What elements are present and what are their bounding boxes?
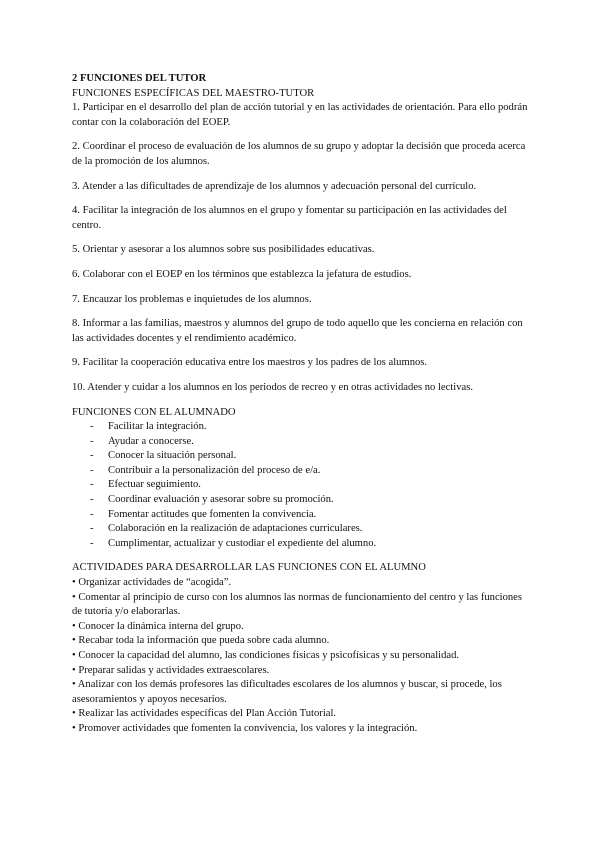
list-item-text: Fomentar actitudes que fomenten la convivencia. [108, 508, 317, 520]
numbered-item: 3. Atender a las dificultades de aprendizaje de los alumnos y adecuación personal del currículo. [72, 180, 477, 192]
list-item [72, 464, 532, 479]
dash-marker: - [90, 435, 94, 447]
list-item: • Realizar las actividades específicas del Plan Acción Tutorial. [72, 708, 337, 720]
alumnado-heading: FUNCIONES CON EL ALUMNADO [72, 406, 236, 418]
list-item: • Comentar al principio de curso con los alumnos las normas de funcionamiento del centro y las funciones de tutoría y/o elaborarlas. [72, 591, 523, 618]
alumnado-list [72, 420, 532, 551]
numbered-item: 2. Coordinar el proceso de evaluación de los alumnos de su grupo y adoptar la decisión que proceda acerca de la promoción de los alumnos. [72, 141, 526, 167]
list-item [72, 435, 532, 450]
list-item: • Recabar toda la información que pueda sobre cada alumno. [72, 635, 330, 647]
list-item-text: Cumplimentar, actualizar y custodiar el expediente del alumno. [108, 537, 377, 549]
dash-marker: - [90, 523, 94, 535]
numbered-item: 8. Informar a las familias, maestros y alumnos del grupo de todo aquello que les concierna en relación con las actividades docentes y el rendimiento académico. [72, 318, 523, 344]
numbered-item: 9. Facilitar la cooperación educativa entre los maestros y los padres de los alumnos. [72, 357, 428, 369]
list-item: • Organizar actividades de “acogida”. [72, 577, 232, 589]
list-item [72, 537, 532, 552]
list-item-text: Facilitar la integración. [108, 421, 207, 433]
document-heading: 2 FUNCIONES DEL TUTOR [72, 73, 207, 84]
list-item [72, 478, 532, 493]
spacer [72, 551, 532, 561]
dash-marker: - [90, 494, 94, 506]
numbered-item: 10. Atender y cuidar a los alumnos en los periodos de recreo y en otras actividades no lectivas. [72, 381, 473, 393]
dash-marker: - [90, 450, 94, 462]
list-item: • Analizar con los demás profesores las dificultades escolares de los alumnos y buscar, si procede, los asesoramientos y apoyos necesarios. [72, 679, 502, 705]
dash-marker: - [90, 421, 94, 433]
list-item [72, 449, 532, 464]
dash-marker: - [90, 537, 94, 549]
list-item-text: Ayudar a conocerse. [108, 435, 194, 447]
numbered-item: 1. Participar en el desarrollo del plan de acción tutorial y en las actividades de orientación. Para ello podrán contar con la colaboración del EOEP. [72, 102, 528, 128]
section-subheading: FUNCIONES ESPECÍFICAS DEL MAESTRO-TUTOR [72, 87, 315, 99]
numbered-item: 6. Colaborar con el EOEP en los términos que establezca la jefatura de estudios. [72, 268, 412, 280]
list-item-text: Coordinar evaluación y asesorar sobre su promoción. [108, 494, 334, 506]
dash-marker: - [90, 479, 94, 491]
document-page [72, 72, 532, 737]
list-item [72, 508, 532, 523]
list-item-text: Colaboración en la realización de adaptaciones curriculares. [108, 523, 363, 535]
numbered-item: 5. Orientar y asesorar a los alumnos sobre sus posibilidades educativas. [72, 244, 375, 256]
numbered-item: 7. Encauzar los problemas e inquietudes de los alumnos. [72, 293, 312, 305]
numbered-item: 4. Facilitar la integración de los alumnos en el grupo y fomentar su participación en las actividades del centro. [72, 205, 507, 231]
list-item-text: Efectuar seguimiento. [108, 479, 201, 491]
actividades-heading: ACTIVIDADES PARA DESARROLLAR LAS FUNCIONES CON EL ALUMNO [72, 562, 426, 574]
list-item [72, 493, 532, 508]
dash-marker: - [90, 464, 94, 476]
list-item: • Preparar salidas y actividades extraescolares. [72, 664, 270, 676]
dash-marker: - [90, 508, 94, 520]
list-item [72, 522, 532, 537]
list-item-text: Contribuir a la personalización del proceso de e/a. [108, 464, 321, 476]
list-item [72, 420, 532, 435]
list-item: • Conocer la capacidad del alumno, las condiciones físicas y psicofísicas y su personalidad. [72, 650, 460, 661]
list-item: • Promover actividades que fomenten la convivencia, los valores y la integración. [72, 722, 418, 734]
actividades-list [72, 576, 532, 737]
list-item-text: Conocer la situación personal. [108, 450, 237, 462]
list-item: • Conocer la dinámica interna del grupo. [72, 620, 244, 632]
